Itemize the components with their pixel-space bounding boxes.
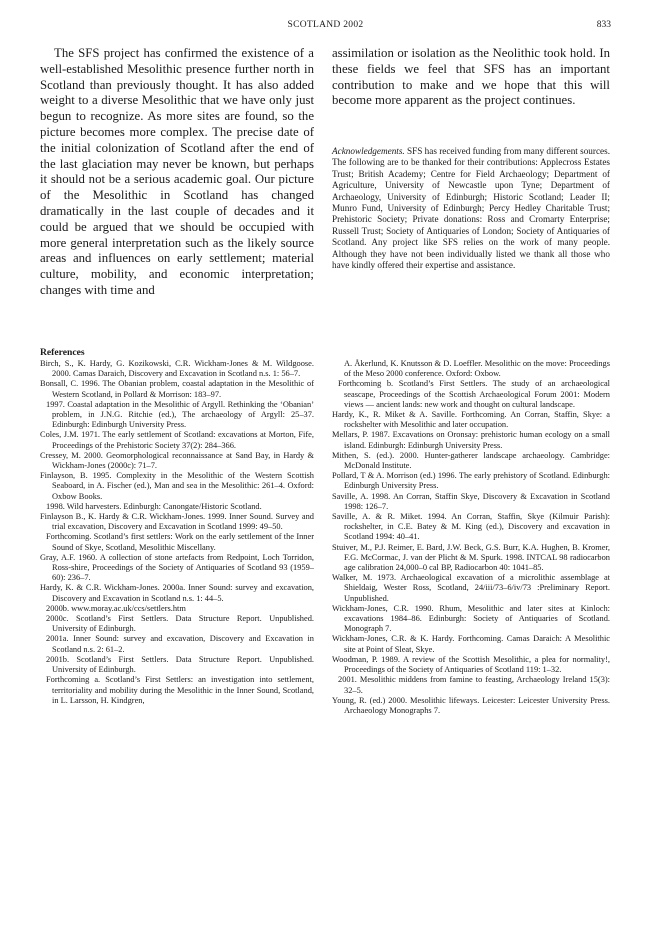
- reference-item: Finlayson B., K. Hardy & C.R. Wickham-Jones. 1999. Inner Sound. Survey and trial excavation, Discovery and Excavation in Scotland 1999: 49–50.: [40, 512, 314, 532]
- references-column-right: [332, 359, 610, 716]
- reference-item: 2001a. Inner Sound: survey and excavation, Discovery and Excavation in Scotland n.s. 2: 61–2.: [46, 634, 314, 654]
- reference-item: 2000b. www.moray.ac.uk/ccs/settlers.htm: [46, 603, 186, 613]
- running-head: SCOTLAND 2002: [287, 20, 364, 30]
- reference-item: Saville, A. 1998. An Corran, Staffin Skye, Discovery & Excavation in Scotland 1998: 126–7.: [332, 491, 610, 511]
- reference-item: 1997. Coastal adaptation in the Mesolithic of Argyll. Rethinking the ‘Obanian’ problem, in J.N.G. Ritchie (ed.), The archaeology of Argyll: 25–37. Edinburgh: Edinburgh University Press.: [46, 399, 314, 430]
- reference-item: Wickham-Jones, C.R. & K. Hardy. Forthcoming. Camas Daraich: A Mesolithic site at Point of Sleat, Skye.: [332, 634, 610, 654]
- body-column-right: [332, 46, 610, 109]
- references-heading: References: [40, 347, 85, 358]
- reference-item: Young, R. (ed.) 2000. Mesolithic lifeways. Leicester: Leicester University Press. Archaeology Monographs 7.: [332, 695, 610, 715]
- page-number: 833: [596, 20, 611, 30]
- reference-item: Hardy, K., R. Miket & A. Saville. Forthcoming. An Corran, Staffin, Skye: a rockshelter with Mesolithic and later occupation.: [332, 410, 610, 430]
- body-paragraph: The SFS project has confirmed the existence of a well-established Mesolithic presence further north in Scotland than previously thought. It has also added weight to a diverse Mesolithic that we have only just begun to recognize. As more sites are found, so the picture becomes more complex. The precise date of the initial colonization of Scotland after the end of the last glaciation may never be known, but perhaps it should not be a serious academic goal. Our picture of the Mesolithic in Scotland has changed dramatically in the last couple of decades and it could be argued that we should be occupied with more general interpretation such as the likely source areas and influences on early settlement; material culture, mobility, and economic interpretation; changes with time and: [40, 46, 314, 297]
- page-header: [40, 20, 611, 34]
- reference-item: Wickham-Jones, C.R. 1990. Rhum, Mesolithic and later sites at Kinloch: excavations 1984–86. Edinburgh: Society of Antiquaries of Scotland. Monograph 7.: [332, 603, 610, 634]
- references-column-left: [40, 359, 314, 706]
- reference-item: Mellars, P. 1987. Excavations on Oronsay: prehistoric human ecology on a small island. Edinburgh: Edinburgh University Press.: [332, 430, 610, 450]
- reference-item: Forthcoming. Scotland’s first settlers: Work on the early settlement of the Inner Sound of Skye, Scotland, Mesolithic Miscellany.: [46, 532, 314, 552]
- acknowledgements: [332, 146, 610, 271]
- reference-item: 2000c. Scotland’s First Settlers. Data Structure Report. Unpublished. University of Edinburgh.: [46, 614, 314, 634]
- reference-item: Hardy, K. & C.R. Wickham-Jones. 2000a. Inner Sound: survey and excavation, Discovery and Excavation in Scotland n.s. 1: 44–5.: [40, 583, 314, 603]
- body-column-left: [40, 46, 314, 299]
- reference-item-continued: A. Åkerlund, K. Knutsson & D. Loeffler. Mesolithic on the move: Proceedings of the Meso 2000 conference. Oxford: Oxbow.: [344, 359, 610, 379]
- reference-item: 2001b. Scotland’s First Settlers. Data Structure Report. Unpublished. University of Edinburgh.: [46, 654, 314, 675]
- reference-item: Cressey, M. 2000. Geomorphological reconnaissance at Sand Bay, in Hardy & Wickham-Jones (2000c): 71–7.: [40, 450, 314, 471]
- reference-item: 2001. Mesolithic middens from famine to feasting, Archaeology Ireland 15(3): 32–5.: [338, 675, 610, 695]
- reference-item: Finlayson, B. 1995. Complexity in the Mesolithic of the Western Scottish Seaboard, in A. Fischer (ed.), Man and sea in the Mesolithic: 261–4. Oxford: Oxbow Books.: [40, 471, 314, 501]
- reference-item: Forthcoming b. Scotland’s First Settlers. The study of an archaeological seascape, Proceedings of the Scottish Archaeological Forum 2001: Modern views — ancient lands: new work and thought on cultural landscape.: [338, 379, 610, 409]
- reference-item: Coles, J.M. 1971. The early settlement of Scotland: excavations at Morton, Fife, Proceedings of the Prehistoric Society 37(2): 284–366.: [40, 430, 314, 450]
- acknowledgements-text: SFS has received funding from many different sources. The following are to be thanked for their contributions: Applecross Estates Trust; British Academy; Centre for Field Archaeology; Department of Agriculture, University of Newcastle upon Tyne; Department of Archaeology, University of Edinburgh; Historic Scotland; Leader II; Munro Fund, University of Edinburgh; Percy Hedley Charitable Trust; Prehistoric Society; Private donations: Ross and Cromarty Enterprise; Russell Trust; Society of Antiquaries of London; Society of Antiquaries of Scotland. Any project like SFS relies on the work of many people. Although they have not been individually listed we thank all those who have kindly offered their expertise and assistance.: [332, 146, 610, 271]
- body-paragraph-continued: assimilation or isolation as the Neolithic took hold. In these fields we feel that SFS has an important contribution to make and we hope that this will become more apparent as the project continues.: [332, 46, 610, 108]
- reference-item: Woodman, P. 1989. A review of the Scottish Mesolithic, a plea for normality!, Proceedings of the Society of Antiquaries of Scotland 119: 1–32.: [332, 654, 610, 675]
- reference-item: 1998. Wild harvesters. Edinburgh: Canongate/Historic Scotland.: [46, 501, 262, 511]
- reference-item: Mithen, S. (ed.). 2000. Hunter-gatherer landscape archaeology. Cambridge: McDonald Institute.: [332, 450, 610, 471]
- reference-item: Walker, M. 1973. Archaeological excavation of a microlithic assemblage at Shieldaig, Wester Ross, Scotland, 24/iii/73–6/iv/73 :Preliminary Report. Unpublished.: [332, 573, 610, 603]
- reference-item: Forthcoming a. Scotland’s First Settlers: an investigation into settlement, territoriality and mobility during the Mesolithic in the Inner Sound, Scotland, in L. Larsson, H. Kindgren,: [46, 675, 314, 705]
- reference-item: Birch, S., K. Hardy, G. Kozikowski, C.R. Wickham-Jones & M. Wildgoose. 2000. Camas Daraich, Discovery and Excavation in Scotland n.s. 1: 56–7.: [40, 359, 314, 379]
- reference-item: Gray, A.F. 1960. A collection of stone artefacts from Redpoint, Loch Torridon, Ross-shire, Proceedings of the Society of Antiquaries of Scotland 93 (1959–60): 236–7.: [40, 552, 314, 583]
- reference-item: Pollard, T & A. Morrison (ed.) 1996. The early prehistory of Scotland. Edinburgh: Edinburgh University Press.: [332, 471, 610, 491]
- acknowledgements-label: Acknowledgements.: [332, 146, 405, 156]
- reference-item: Bonsall, C. 1996. The Obanian problem, coastal adaptation in the Mesolithic of Western Scotland, in Pollard & Morrison: 183–97.: [40, 379, 314, 399]
- reference-item: Stuiver, M., P.J. Reimer, E. Bard, J.W. Beck, G.S. Burr, K.A. Hughen, B. Kromer, F.G. McCormac, J. van der Plicht & M. Spurk. 1998. INTCAL 98 radiocarbon age calibration 24,000–0 cal BP, Radiocarbon 40: 1041–85.: [332, 542, 610, 573]
- reference-item: Saville, A. & R. Miket. 1994. An Corran, Staffin, Skye (Kilmuir Parish): rockshelter, in C.E. Batey & M. King (ed.), Discovery and excavation in Scotland 1994: 40–41.: [332, 512, 610, 542]
